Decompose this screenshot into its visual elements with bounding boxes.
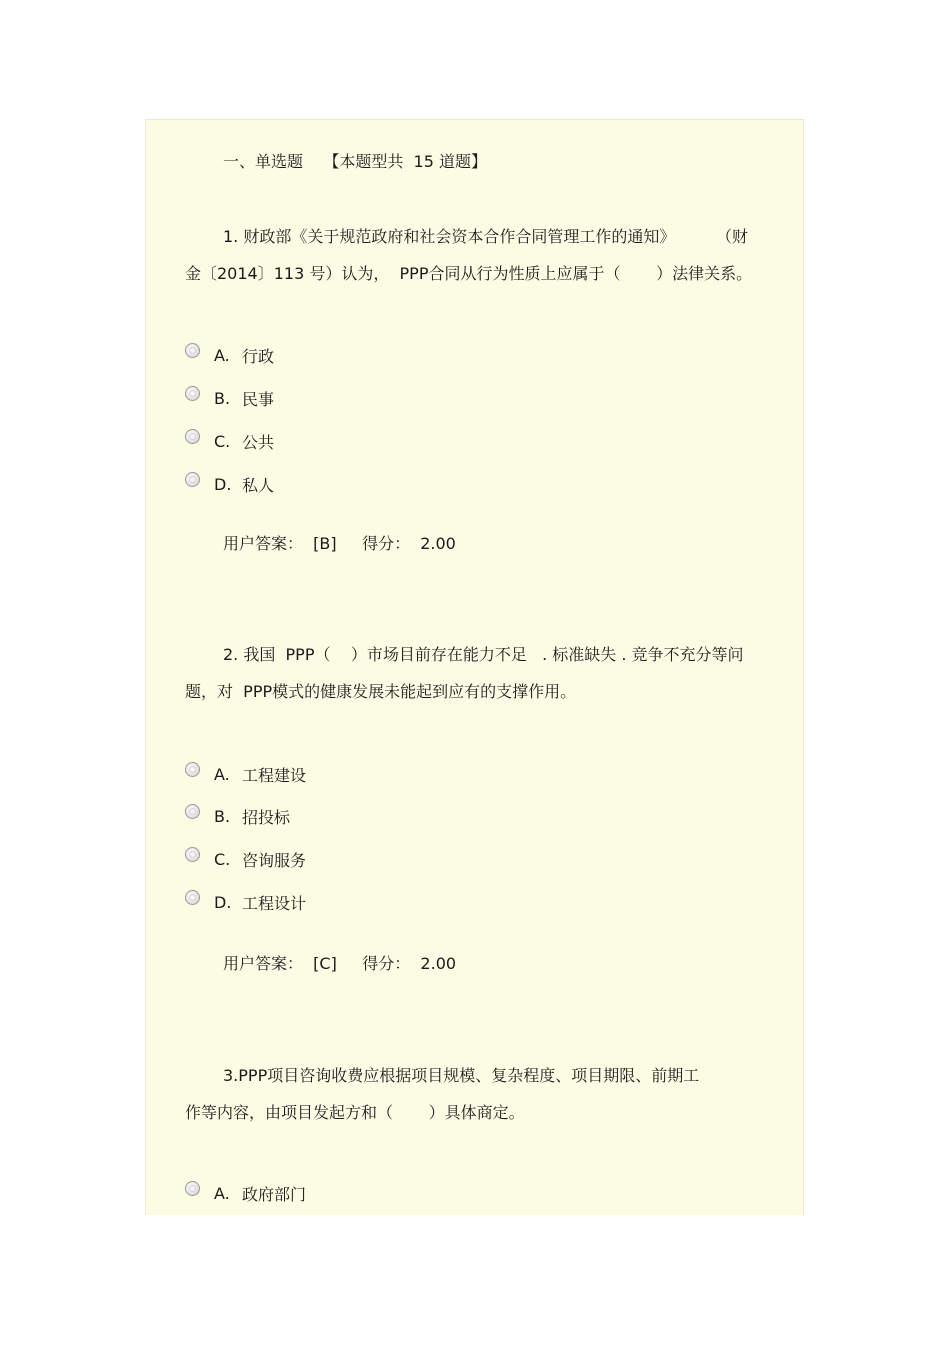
question-3-option-a[interactable] bbox=[185, 1180, 306, 1206]
question-1-option-d[interactable] bbox=[185, 471, 274, 497]
radio-icon[interactable] bbox=[185, 343, 200, 358]
question-1-text bbox=[185, 218, 795, 292]
question-2-line-2: 题，对 PPP模式的健康发展未能起到应有的支撑作用。 bbox=[185, 682, 577, 701]
option-text: 私人 bbox=[242, 475, 275, 495]
question-2-option-a[interactable] bbox=[185, 761, 306, 787]
question-3-line-1: 3.PPP项目咨询收费应根据项目规模、复杂程度、项目期限、前期工 bbox=[223, 1066, 700, 1085]
option-text: 咨询服务 bbox=[242, 850, 307, 870]
option-letter: D. bbox=[214, 474, 232, 494]
option-text: 民事 bbox=[242, 389, 275, 409]
question-1-option-a[interactable] bbox=[185, 342, 274, 368]
question-3-text bbox=[185, 1057, 795, 1131]
question-1-option-b[interactable] bbox=[185, 385, 274, 411]
option-text: 行政 bbox=[242, 346, 275, 366]
option-letter: C. bbox=[214, 849, 231, 869]
question-1-line-2: 金〔2014〕113 号）认为， PPP合同从行为性质上应属于（ ）法律关系。 bbox=[185, 264, 753, 283]
option-letter: C. bbox=[214, 431, 231, 451]
radio-icon[interactable] bbox=[185, 804, 200, 819]
section-title: 一、单选题 【本题型共 15 道题】 bbox=[223, 152, 487, 171]
option-text: 公共 bbox=[242, 432, 275, 452]
question-1-user-answer: 用户答案： [B] 得分： 2.00 bbox=[223, 534, 456, 553]
option-text: 政府部门 bbox=[242, 1184, 307, 1204]
option-text: 工程设计 bbox=[242, 893, 307, 913]
option-letter: B. bbox=[214, 806, 231, 826]
question-1-option-c[interactable] bbox=[185, 428, 274, 454]
question-2-option-b[interactable] bbox=[185, 803, 290, 829]
question-2-text bbox=[185, 636, 795, 710]
question-2-option-c[interactable] bbox=[185, 846, 306, 872]
radio-icon[interactable] bbox=[185, 429, 200, 444]
question-3-line-2: 作等内容，由项目发起方和（ ）具体商定。 bbox=[185, 1103, 525, 1122]
question-2-option-d[interactable] bbox=[185, 889, 306, 915]
question-2-user-answer: 用户答案： [C] 得分： 2.00 bbox=[223, 954, 457, 973]
option-text: 工程建设 bbox=[242, 765, 307, 785]
radio-icon[interactable] bbox=[185, 847, 200, 862]
question-2-line-1: 2. 我国 PPP（ ）市场目前存在能力不足 . 标准缺失 . 竞争不充分等问 bbox=[223, 645, 744, 664]
option-letter: A. bbox=[214, 764, 230, 784]
radio-icon[interactable] bbox=[185, 386, 200, 401]
option-letter: D. bbox=[214, 892, 232, 912]
option-letter: A. bbox=[214, 1183, 230, 1203]
option-letter: B. bbox=[214, 388, 231, 408]
question-1-line-1: 1. 财政部《关于规范政府和社会资本合作合同管理工作的通知》 （财 bbox=[223, 227, 749, 246]
option-text: 招投标 bbox=[242, 807, 291, 827]
radio-icon[interactable] bbox=[185, 472, 200, 487]
option-letter: A. bbox=[214, 345, 230, 365]
radio-icon[interactable] bbox=[185, 890, 200, 905]
radio-icon[interactable] bbox=[185, 762, 200, 777]
radio-icon[interactable] bbox=[185, 1181, 200, 1196]
